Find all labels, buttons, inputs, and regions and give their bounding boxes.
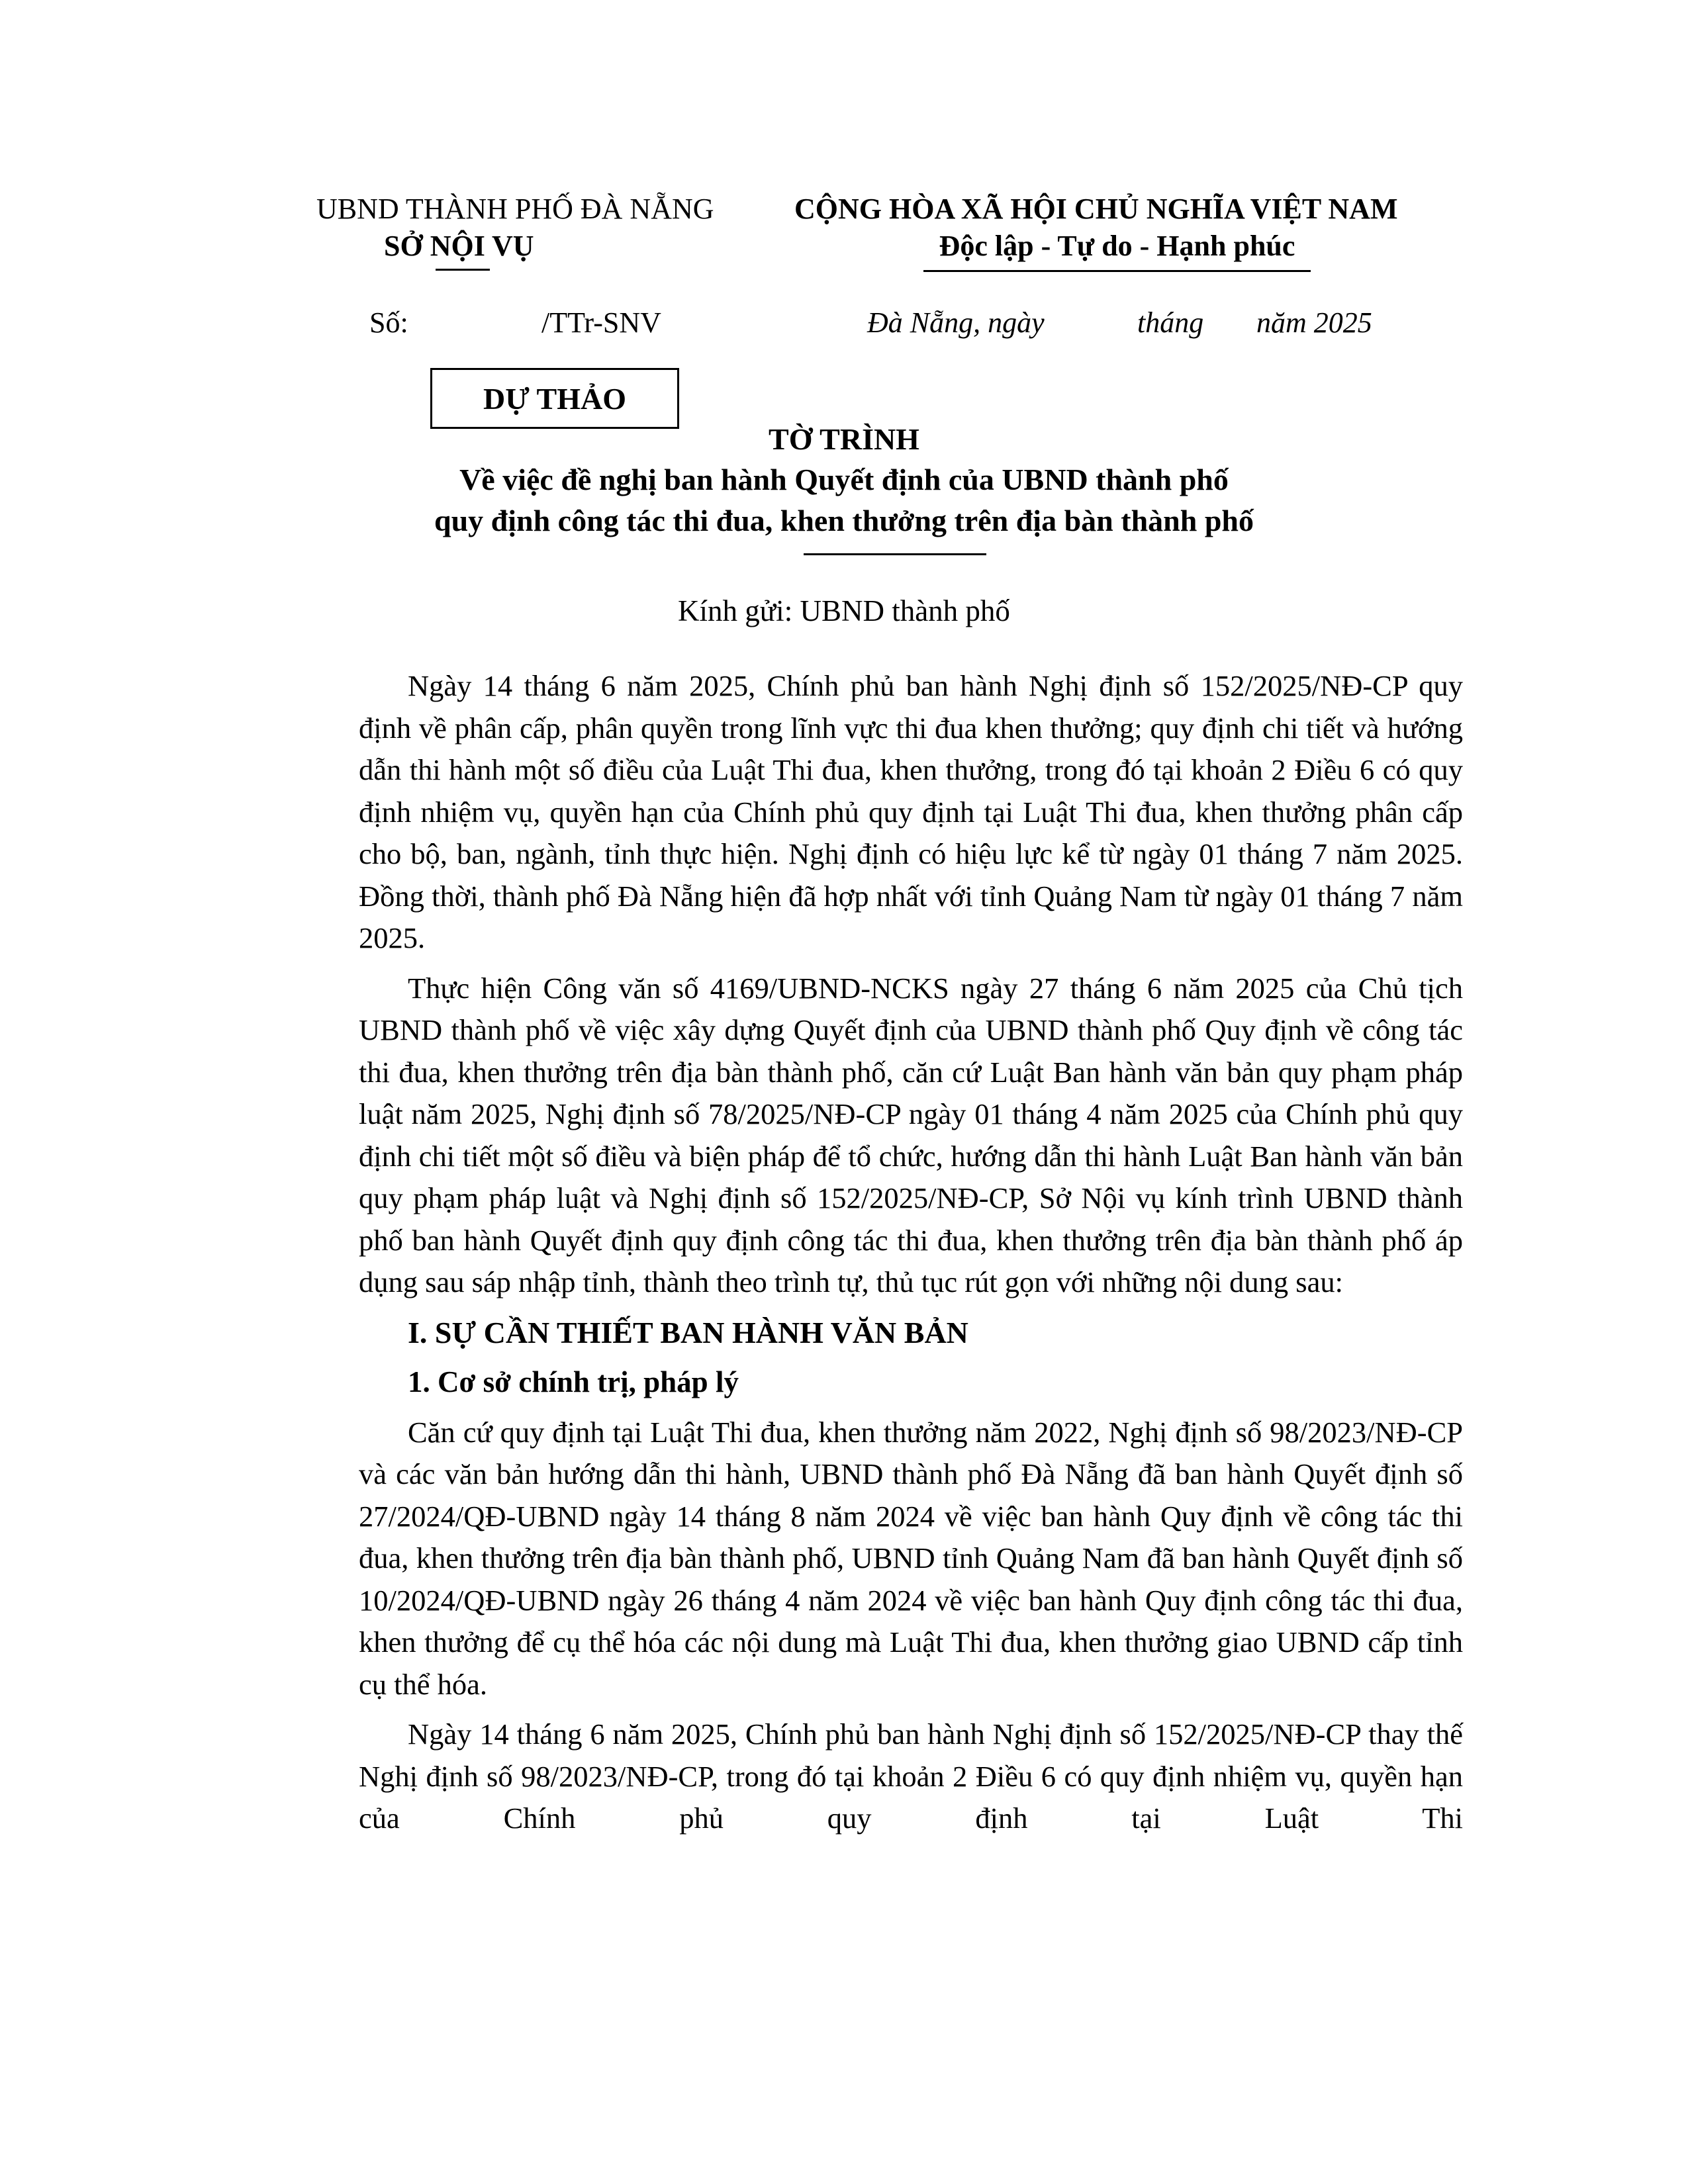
doc-number-label: Số: xyxy=(369,306,408,339)
date-month: tháng xyxy=(1137,306,1204,339)
section-heading-1: I. SỰ CẦN THIẾT BAN HÀNH VĂN BẢN xyxy=(408,1315,968,1349)
body-paragraph-2: Thực hiện Công văn số 4169/UBND-NCKS ngày 27 tháng 6 năm 2025 của Chủ tịch UBND thành phố về việc xây dựng Quyết định của UBND thành phố Quy định về công tác thi đua, khen thưởng trên địa bàn thành phố, căn cứ Luật Ban hành văn bản quy phạm pháp luật năm 2025, Nghị định số 78/2025/NĐ-CP ngày 01 tháng 4 năm 2025 của Chính phủ quy định chi tiết một số điều và biện pháp để tổ chức, hướng dẫn thi hành Luật Ban hành văn bản quy phạm pháp luật và Nghị định số 152/2025/NĐ-CP, Sở Nội vụ kính trình UBND thành phố ban hành Quyết định quy định công tác thi đua, khen thưởng trên địa bàn thành phố áp dụng sau sáp nhập tỉnh, thành theo trình tự, thủ tục rút gọn với những nội dung sau: xyxy=(359,971,1463,1298)
body-paragraph-1: Ngày 14 tháng 6 năm 2025, Chính phủ ban hành Nghị định số 152/2025/NĐ-CP quy định về phân cấp, phân quyền trong lĩnh vực thi đua khen thưởng; quy định chi tiết và hướng dẫn thi hành một số điều của Luật Thi đua, khen thưởng, trong đó tại khoản 2 Điều 6 có quy định nhiệm vụ, quyền hạn của Chính phủ quy định tại Luật Thi đua, khen thưởng phân cấp cho bộ, ban, ngành, tỉnh thực hiện. Nghị định có hiệu lực kể từ ngày 01 tháng 7 năm 2025. Đồng thời, thành phố Đà Nẵng hiện đã hợp nhất với tỉnh Quảng Nam từ ngày 01 tháng 7 năm 2025. xyxy=(359,669,1463,954)
agency-name: SỞ NỘI VỤ xyxy=(384,230,534,262)
motto-underline xyxy=(923,270,1311,272)
doc-number-suffix: /TTr-SNV xyxy=(541,306,661,339)
subject-line-2: quy định công tác thi đua, khen thưởng trên địa bàn thành phố xyxy=(434,504,1254,537)
doc-type-title: TỜ TRÌNH xyxy=(769,422,919,456)
body-paragraph-4: Ngày 14 tháng 6 năm 2025, Chính phủ ban hành Nghị định số 152/2025/NĐ-CP thay thế Nghị định số 98/2023/NĐ-CP, trong đó tại khoản 2 Điều 6 có quy định nhiệm vụ, quyền hạn của Chính phủ quy định tại Luật Thi xyxy=(359,1717,1463,1835)
recipient-line: Kính gửi: UBND thành phố xyxy=(678,594,1010,627)
national-title: CỘNG HÒA XÃ HỘI CHỦ NGHĨA VIỆT NAM xyxy=(794,193,1398,225)
agency-underline xyxy=(436,269,490,271)
draft-stamp-label: DỰ THẢO xyxy=(483,381,626,416)
subsection-heading-1-1: 1. Cơ sở chính trị, pháp lý xyxy=(408,1365,739,1398)
subject-line-1: Về việc đề nghị ban hành Quyết định của UBND thành phố xyxy=(459,463,1229,496)
body-paragraph-3: Căn cứ quy định tại Luật Thi đua, khen thưởng năm 2022, Nghị định số 98/2023/NĐ-CP và các văn bản hướng dẫn thi hành, UBND thành phố Đà Nẵng đã ban hành Quyết định số 27/2024/QĐ-UBND ngày 14 tháng 8 năm 2024 về việc ban hành Quy định về công tác thi đua, khen thưởng trên địa bàn thành phố, UBND tỉnh Quảng Nam đã ban hành Quyết định số 10/2024/QĐ-UBND ngày 26 tháng 4 năm 2024 về việc ban hành Quy định công tác thi đua, khen thưởng để cụ thể hóa các nội dung mà Luật Thi đua, khen thưởng giao UBND cấp tỉnh cụ thể hóa. xyxy=(359,1415,1463,1701)
draft-stamp xyxy=(430,368,679,429)
place-day: Đà Nẵng, ngày xyxy=(867,306,1045,339)
document-body xyxy=(359,665,1463,1840)
agency-parent: UBND THÀNH PHỐ ĐÀ NẴNG xyxy=(316,193,714,225)
date-year: năm 2025 xyxy=(1256,306,1372,339)
national-motto: Độc lập - Tự do - Hạnh phúc xyxy=(939,230,1295,262)
title-underline xyxy=(804,553,986,555)
